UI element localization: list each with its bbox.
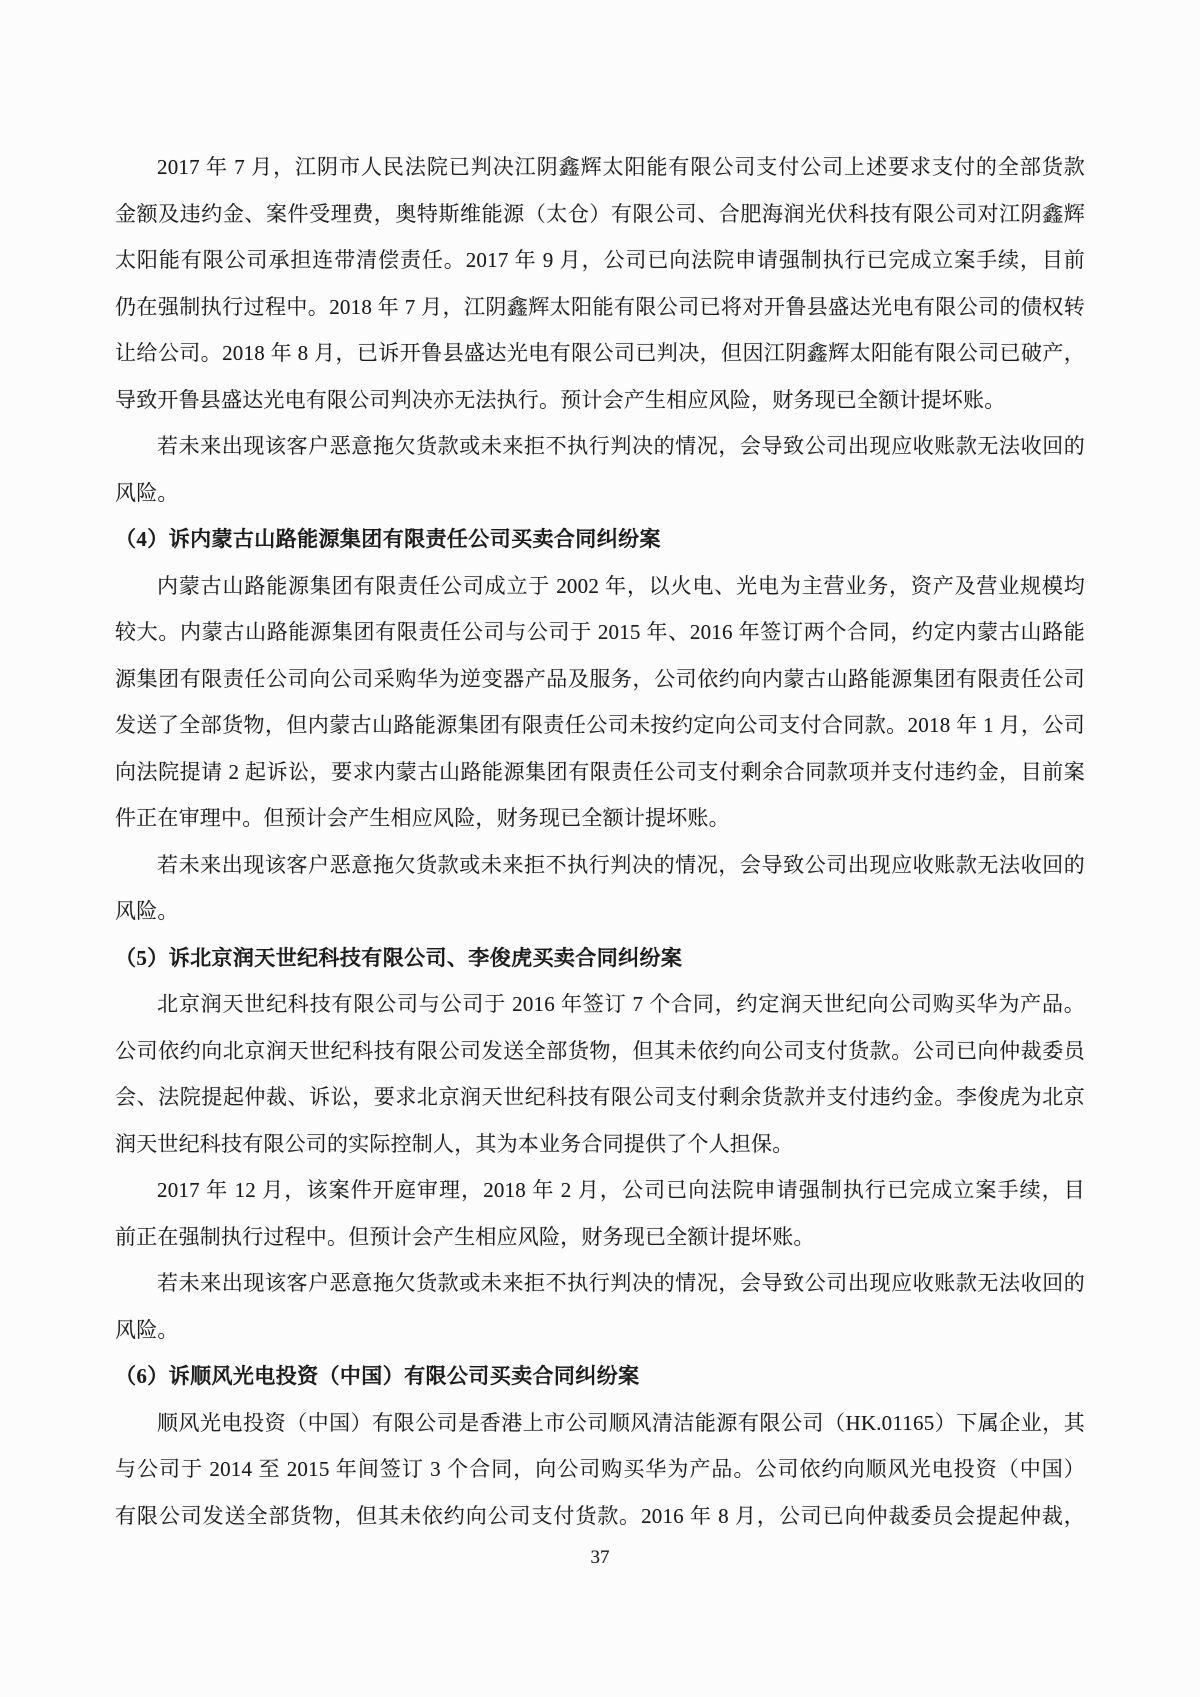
document-body xyxy=(115,144,1085,1539)
case-heading-6: （6）诉顺风光电投资（中国）有限公司买卖合同纠纷案 xyxy=(115,1364,640,1388)
paragraph xyxy=(115,842,1085,935)
text-line: 2017 年 7 月，江阴市人民法院已判决江阴鑫辉太阳能有限公司支付公司上述要求支付的全部货款 xyxy=(157,155,1085,179)
section-heading xyxy=(115,935,1085,982)
text-line: 仍在强制执行过程中。2018 年 7 月，江阴鑫辉太阳能有限公司已将对开鲁县盛达光电有限公司的债权转 xyxy=(115,294,1085,319)
text-line: 会、法院提起仲裁、诉讼，要求北京润天世纪科技有限公司支付剩余货款并支付违约金。李俊虎为北京 xyxy=(115,1085,1085,1109)
text-line: 若未来出现该客户恶意拖欠货款或未来拒不执行判决的情况，会导致公司出现应收账款无法收回的 xyxy=(157,1271,1085,1295)
text-line: 润天世纪科技有限公司的实际控制人，其为本业务合同提供了个人担保。 xyxy=(115,1131,794,1156)
paragraph xyxy=(115,563,1085,842)
text-line: 源集团有限责任公司向公司采购华为逆变器产品及服务，公司依约向内蒙古山路能源集团有限责任公司 xyxy=(115,666,1085,691)
text-line: 2017 年 12 月，该案件开庭审理，2018 年 2 月，公司已向法院申请强制执行已完成立案手续，目 xyxy=(157,1178,1085,1202)
case-heading-4: （4）诉内蒙古山路能源集团有限责任公司买卖合同纠纷案 xyxy=(115,527,661,551)
section-heading xyxy=(115,1353,1085,1400)
paragraph xyxy=(115,423,1085,516)
text-line: 风险。 xyxy=(115,899,179,923)
text-line: 风险。 xyxy=(115,1317,179,1342)
paragraph xyxy=(115,1167,1085,1260)
section-heading xyxy=(115,516,1085,563)
text-line: 让给公司。2018 年 8 月，已诉开鲁县盛达光电有限公司已判决，但因江阴鑫辉太阳能有限公司已破产， xyxy=(115,341,1085,365)
text-line: 顺风光电投资（中国）有限公司是香港上市公司顺风清洁能源有限公司（HK.01165）下属企业，其 xyxy=(157,1410,1085,1435)
text-line: 较大。内蒙古山路能源集团有限责任公司与公司于 2015 年、2016 年签订两个合同，约定内蒙古山路能 xyxy=(115,620,1085,644)
text-line: 件正在审理中。但预计会产生相应风险，财务现已全额计提坏账。 xyxy=(115,806,730,830)
text-line: 有限公司发送全部货物，但其未依约向公司支付货款。2016 年 8 月，公司已向仲裁委员会提起仲裁， xyxy=(115,1503,1085,1528)
text-line: 导致开鲁县盛达光电有限公司判决亦无法执行。预计会产生相应风险，财务现已全额计提坏账。 xyxy=(115,387,1006,412)
paragraph xyxy=(115,1260,1085,1353)
text-line: 北京润天世纪科技有限公司与公司于 2016 年签订 7 个合同，约定润天世纪向公司购买华为产品。 xyxy=(157,992,1085,1016)
text-line: 内蒙古山路能源集团有限责任公司成立于 2002 年，以火电、光电为主营业务，资产及营业规模均 xyxy=(157,573,1085,598)
page-number: 37 xyxy=(590,1547,610,1568)
text-line: 前正在强制执行过程中。但预计会产生相应风险，财务现已全额计提坏账。 xyxy=(115,1224,815,1249)
paragraph xyxy=(115,981,1085,1167)
text-line: 若未来出现该客户恶意拖欠货款或未来拒不执行判决的情况，会导致公司出现应收账款无法收回的 xyxy=(157,852,1085,877)
text-line: 公司依约向北京润天世纪科技有限公司发送全部货物，但其未依约向公司支付货款。公司已向仲裁委员 xyxy=(115,1038,1085,1063)
text-line: 风险。 xyxy=(115,480,179,505)
paragraph xyxy=(115,144,1085,423)
text-line: 向法院提请 2 起诉讼，要求内蒙古山路能源集团有限责任公司支付剩余合同款项并支付违约金，目前案 xyxy=(115,759,1085,784)
text-line: 若未来出现该客户恶意拖欠货款或未来拒不执行判决的情况，会导致公司出现应收账款无法收回的 xyxy=(157,434,1085,458)
text-line: 与公司于 2014 至 2015 年间签订 3 个合同，向公司购买华为产品。公司依约向顺风光电投资（中国） xyxy=(115,1457,1085,1481)
text-line: 发送了全部货物，但内蒙古山路能源集团有限责任公司未按约定向公司支付合同款。2018 年 1 月，公司 xyxy=(115,713,1085,737)
text-line: 金额及违约金、案件受理费，奥特斯维能源（太仓）有限公司、合肥海润光伏科技有限公司对江阴鑫辉 xyxy=(115,201,1085,226)
text-line: 太阳能有限公司承担连带清偿责任。2017 年 9 月，公司已向法院申请强制执行已完成立案手续，目前 xyxy=(115,248,1085,272)
paragraph xyxy=(115,1400,1085,1540)
case-heading-5: （5）诉北京润天世纪科技有限公司、李俊虎买卖合同纠纷案 xyxy=(115,945,683,970)
